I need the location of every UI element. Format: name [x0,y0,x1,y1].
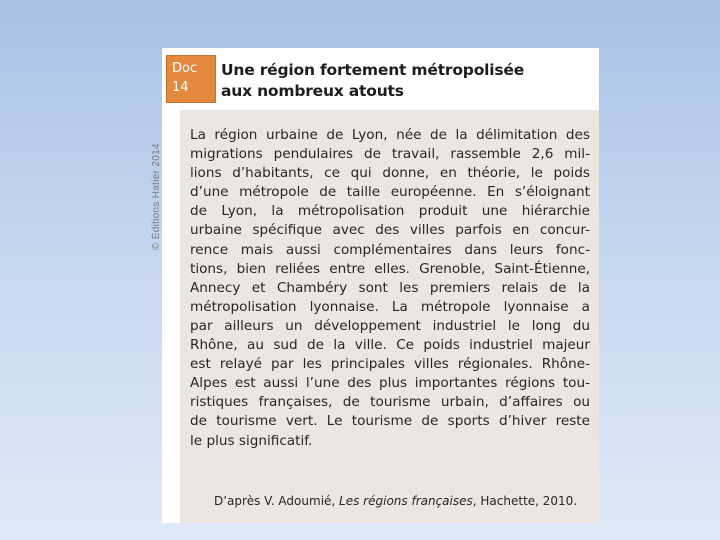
text-line: La région urbaine de Lyon, née de la délimitation des [190,127,590,143]
text-line: migrations pendulaires de travail, rassemble 2,6 mil- [190,146,590,163]
text-line: Alpes est aussi l’une des plus importantes régions tou- [190,375,590,392]
excerpt-body [190,126,590,451]
text-line: d’une métropole de taille européenne. En s’éloignant [190,184,590,201]
text-line: lions d’habitants, ce qui donne, en théorie, le poids [190,165,590,182]
title-line-2: aux nombreux atouts [221,82,404,100]
text-line: rence mais aussi complémentaires dans leurs fonc- [190,241,590,258]
text-line: métropolisation lyonnaise. La métropole lyonnaise a [190,298,590,315]
text-line: est relayé par les principales villes régionales. Rhône- [190,356,590,373]
text-line: tions, bien reliées entre elles. Grenoble, Saint-Étienne, [190,260,590,277]
document-title [221,60,581,102]
text-line: le plus significatif. [190,432,313,449]
source-title: Les régions françaises [339,494,473,508]
text-line: urbaine spécifique avec des villes parfois en concur- [190,222,590,239]
badge-number: 14 [172,80,189,95]
text-line: par ailleurs un développement industriel le long du [190,317,590,334]
doc-number-badge [166,55,216,103]
text-line: ristiques françaises, de tourisme urbain, d’affaires ou [190,394,590,411]
title-line-1: Une région fortement métropolisée [221,61,525,79]
text-line: Annecy et Chambéry sont les premiers relais de la [190,279,590,296]
source-prefix: D’après V. Adoumié, [214,494,340,508]
source-citation [214,494,594,508]
text-line: Rhône, au sud de la ville. Ce poids industriel majeur [190,337,590,354]
source-suffix: , Hachette, 2010. [472,494,578,508]
badge-label: Doc [172,61,198,76]
text-line: de Lyon, la métropolisation produit une hiérarchie [190,203,590,220]
side-credit: © Éditions Hatier 2014 [151,143,162,250]
text-line: de tourisme vert. Le tourisme de sports d’hiver reste [190,413,590,430]
